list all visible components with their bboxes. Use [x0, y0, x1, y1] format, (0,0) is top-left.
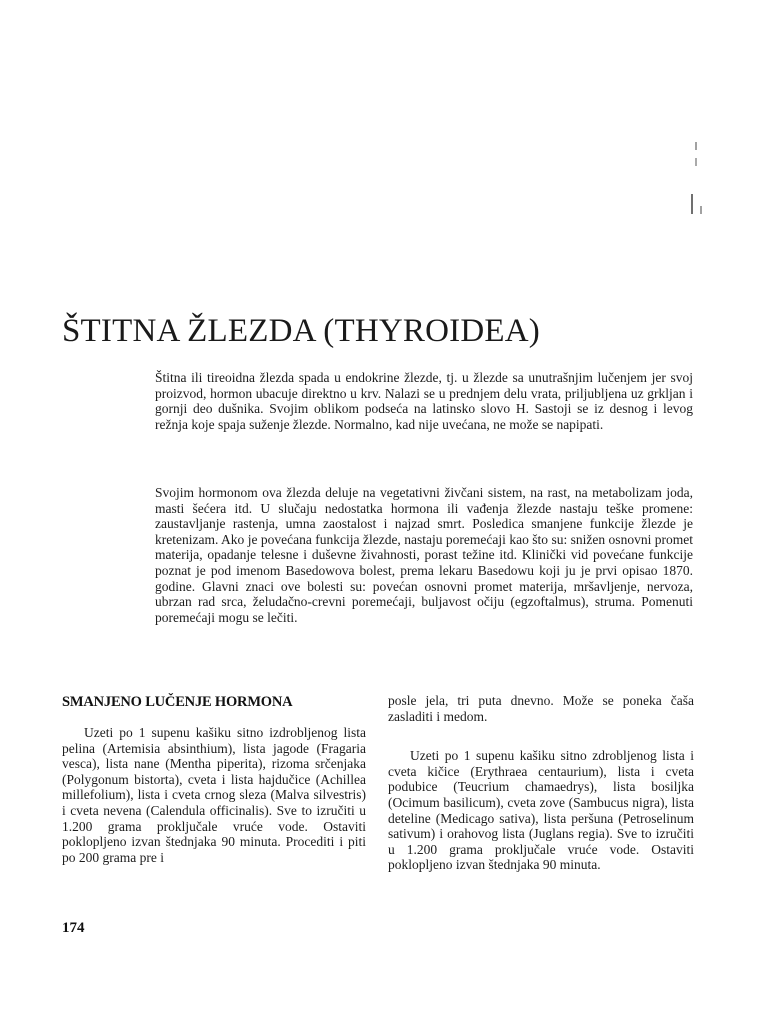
chapter-title: ŠTITNA ŽLEZDA (THYROIDEA)	[62, 313, 540, 349]
recipe-1: Uzeti po 1 supenu kašiku sitno izdrobljenog lista pelina (Artemisia absinthium), lista jagode (Fragaria vesca), lista nane (Mentha piperita), rizoma srčenjaka (Polygonum bistorta), cveta i lista hajdučice (Achillea millefolium), lista i cveta crnog sleza (Malva silvestris) i cveta nevena (Calendula officinalis). Sve to izručiti u 1.200 grama proključale vruće vode. Ostaviti poklopljeno izvan štednjaka 90 minuta. Procediti i piti po 200 grama pre i	[62, 725, 366, 865]
recipe-1-continuation: posle jela, tri puta dnevno. Može se poneka čaša zasladiti i medom.	[388, 693, 694, 724]
intro-paragraph-2: Svojim hormonom ova žlezda deluje na vegetativni živčani sistem, na rast, na metabolizam joda, masti šećera itd. U slučaju nedostatka hormona ili vađenja žlezde nastaju teške promene: zaustavljanje rastenja, umna zaostalost i najzad smrt. Posledica smanjene funkcije žlezde je kretenizam. Ako je povećana funkcija žlezde, nastaju poremećaji kao što su: snižen osnovni promet materija, opadanje telesne i duševne živahnosti, porast težine itd. Klinički vid povećane funkcije poznat je pod imenom Basedowova bolest, prema lekaru Basedowu koji ju je prvi opisao 1870. godine. Glavni znaci ove bolesti su: povećan osnovni promet materija, mršavljenje, nervoza, ubrzan rad srca, želudačno-crevni poremećaji, buljavost očiju (egzoftalmus), struma. Pomenuti poremećaji mogu se lečiti.	[155, 485, 693, 625]
recipe-2: Uzeti po 1 supenu kašiku sitno zdrobljenog lista i cveta kičice (Erythraea centaurium), lista i cveta podubice (Teucrium chamaedrys), lista bosiljka (Ocimum basilicum), cveta zove (Sambucus nigra), lista deteline (Medicago sativa), lista peršuna (Petroselinum sativum) i orahovog lista (Juglans regia). Sve to izručiti u 1.200 grama proključale vruće vode. Ostaviti poklopljeno izvan štednjaka 90 minuta.	[388, 748, 694, 873]
page-number: 174	[62, 920, 85, 936]
right-column	[388, 693, 694, 873]
scan-margin-marks	[688, 142, 708, 217]
intro-paragraph-1: Štitna ili tireoidna žlezda spada u endokrine žlezde, tj. u žlezde sa unutrašnjim lučenjem jer svoj proizvod, hormon ubacuje direktno u krv. Nalazi se u prednjem delu vrata, priljubljena uz grkljan i gornji deo dušnika. Svojim oblikom podseća na latinsko slovo H. Sastoji se iz desnog i levog režnja koje spaja suženje žlezde. Normalno, kad nije uvećana, ne može se napipati.	[155, 370, 693, 432]
section-heading: SMANJENO LUČENJE HORMONA	[62, 694, 293, 710]
left-column	[62, 693, 366, 865]
